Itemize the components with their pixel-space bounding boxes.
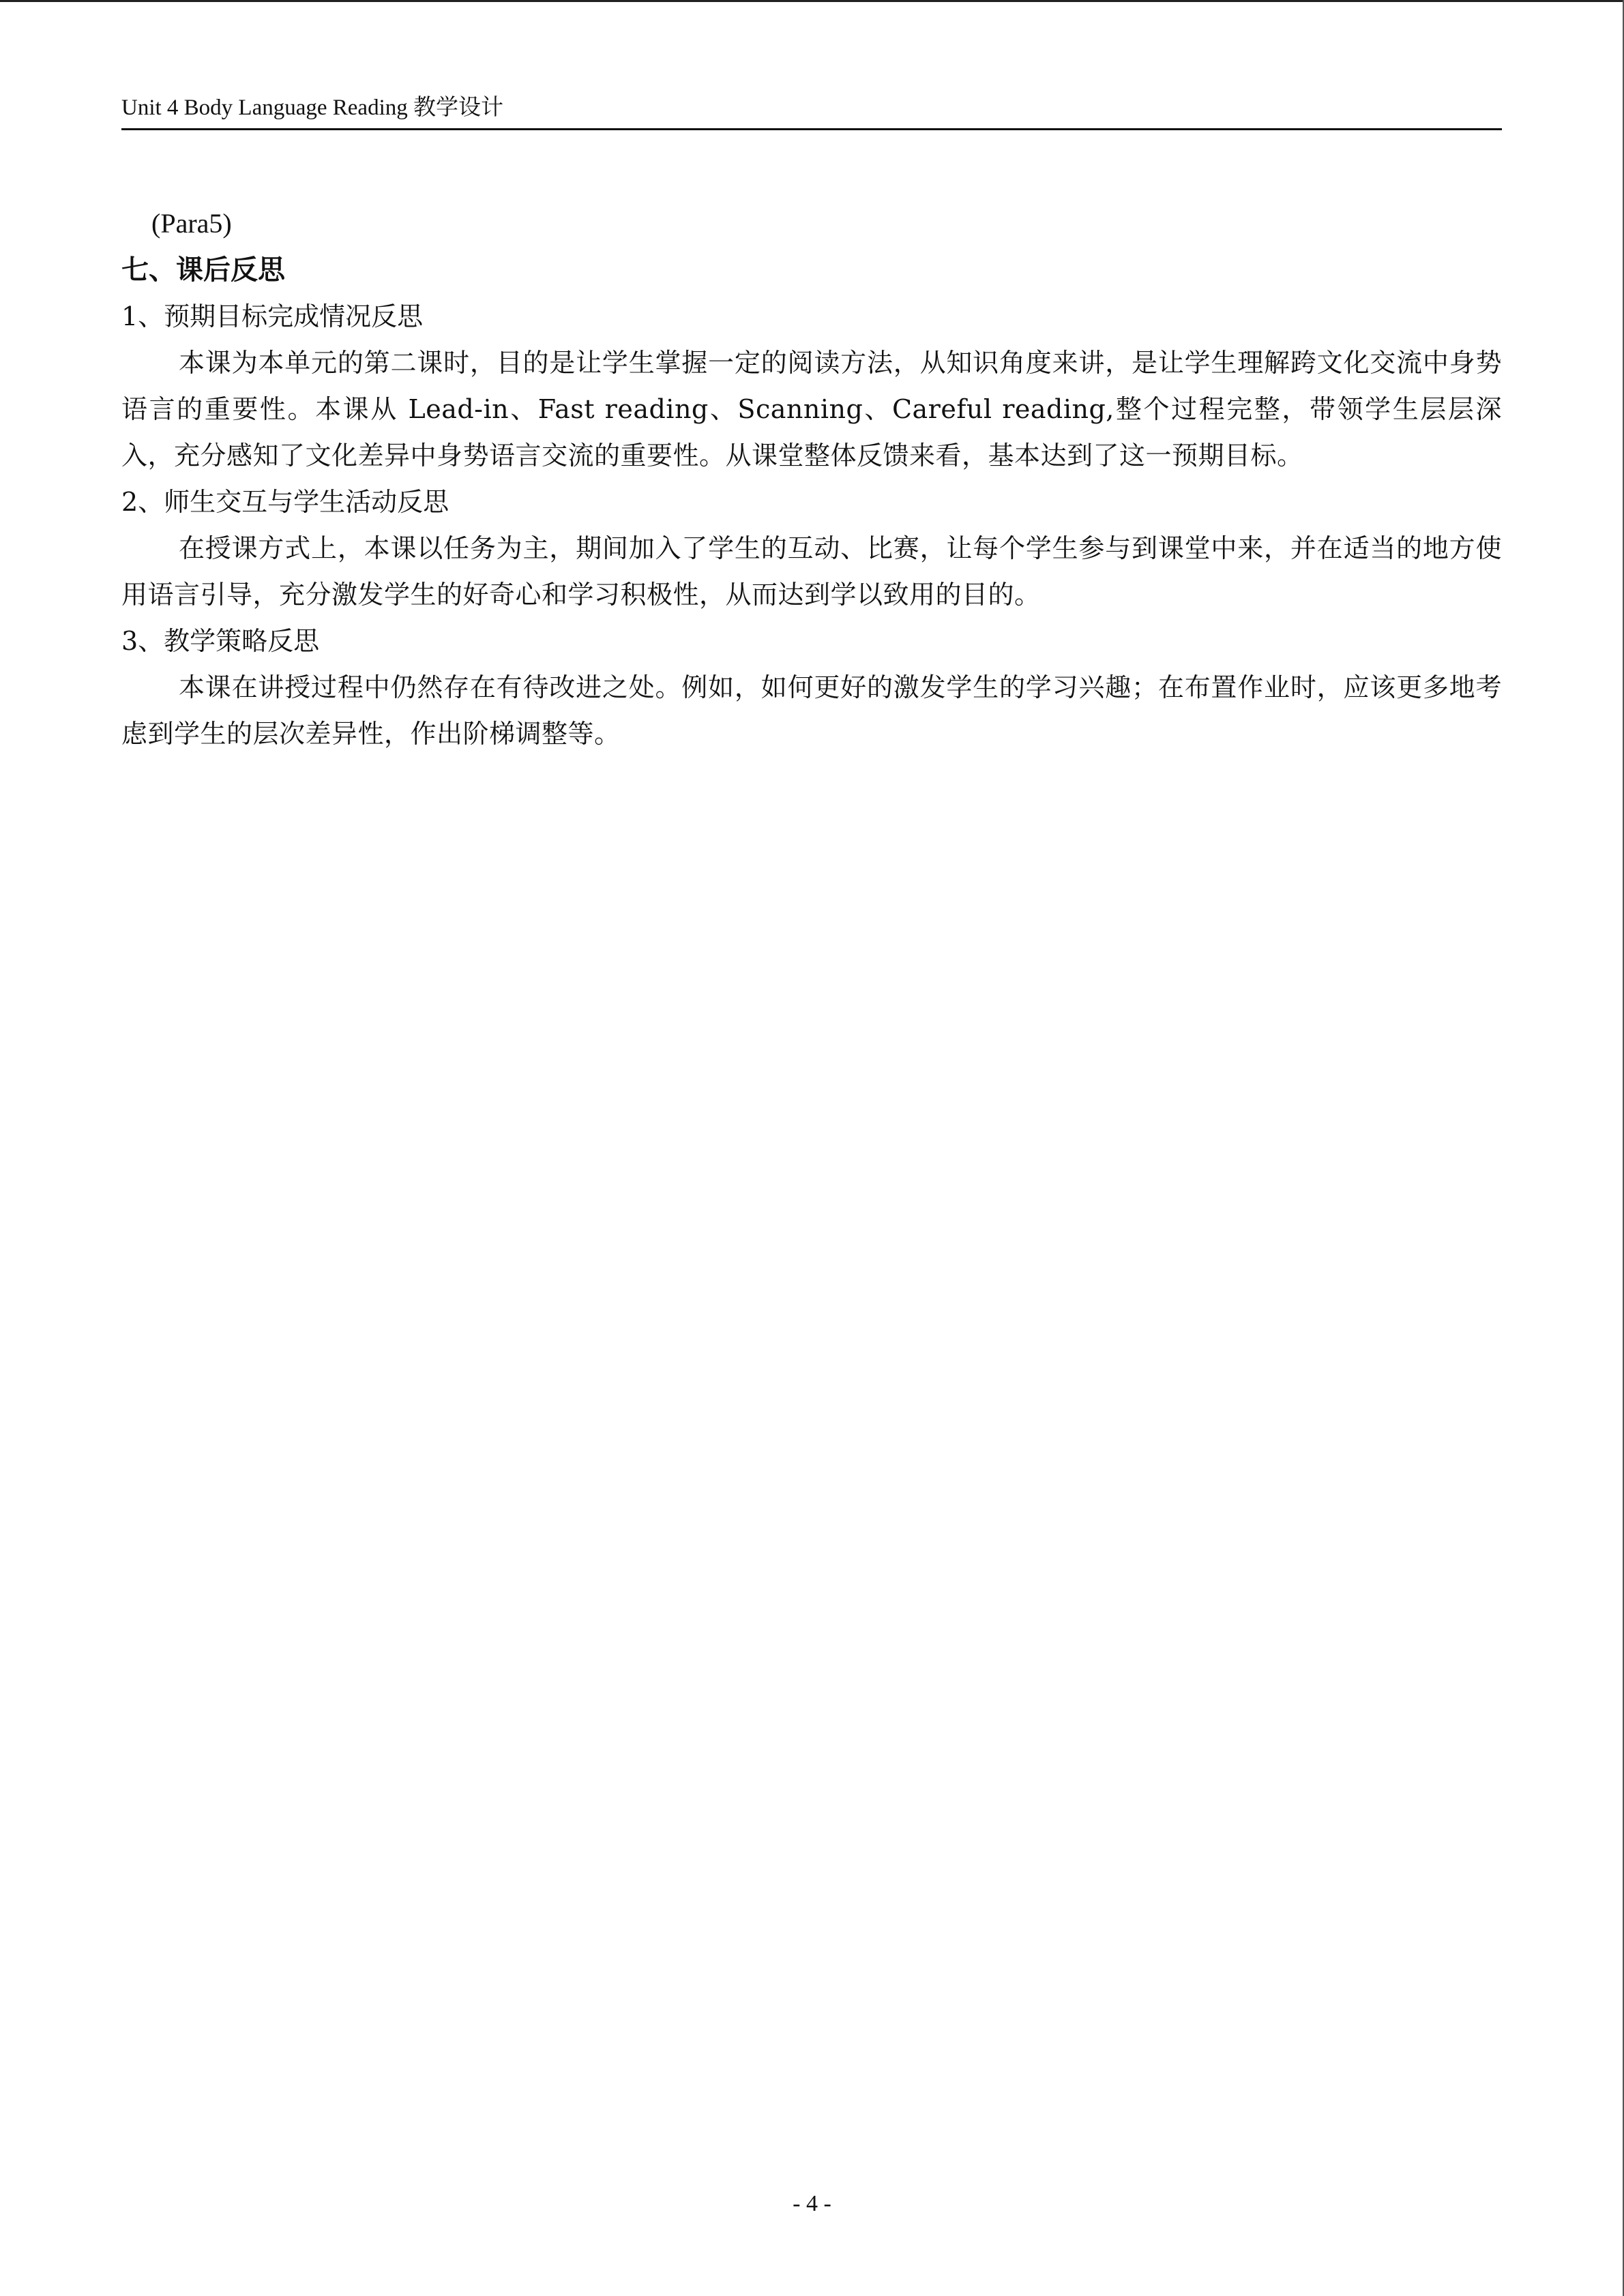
subsection-text-3: 本课在讲授过程中仍然存在有待改进之处。例如，如何更好的激发学生的学习兴趣；在布置作业时，应该更多地考虑到学生的层次差异性，作出阶梯调整等。	[121, 672, 1502, 749]
subsection-text-2: 在授课方式上，本课以任务为主，期间加入了学生的互动、比赛，让每个学生参与到课堂中来，并在适当的地方使用语言引导，充分激发学生的好奇心和学习积极性，从而达到学以致用的目的。	[121, 533, 1502, 610]
page-number: - 4 -	[793, 2191, 831, 2216]
document-body	[121, 200, 1502, 757]
subsection-heading-1: 1、预期目标完成情况反思	[121, 301, 424, 331]
paragraph-reference: (Para5)	[151, 208, 232, 239]
subsection-text-1: 本课为本单元的第二课时，目的是让学生掌握一定的阅读方法，从知识角度来讲，是让学生理解跨文化交流中身势语言的重要性。本课从 Lead-in、Fast reading、Scanning、Careful reading,整个过程完整，带领学生层层深入，充分感知了文化差异中身势语言交流的重要性。从课堂整体反馈来看，基本达到了这一预期目标。	[121, 348, 1502, 471]
subsection-heading-2: 2、师生交互与学生活动反思	[121, 487, 449, 517]
header-title: Unit 4 Body Language Reading 教学设计	[121, 95, 504, 120]
section-title: 七、课后反思	[121, 254, 285, 286]
subsection-heading-3: 3、教学策略反思	[121, 626, 320, 656]
page-header	[121, 91, 1502, 130]
page-top-border	[0, 0, 1624, 2]
